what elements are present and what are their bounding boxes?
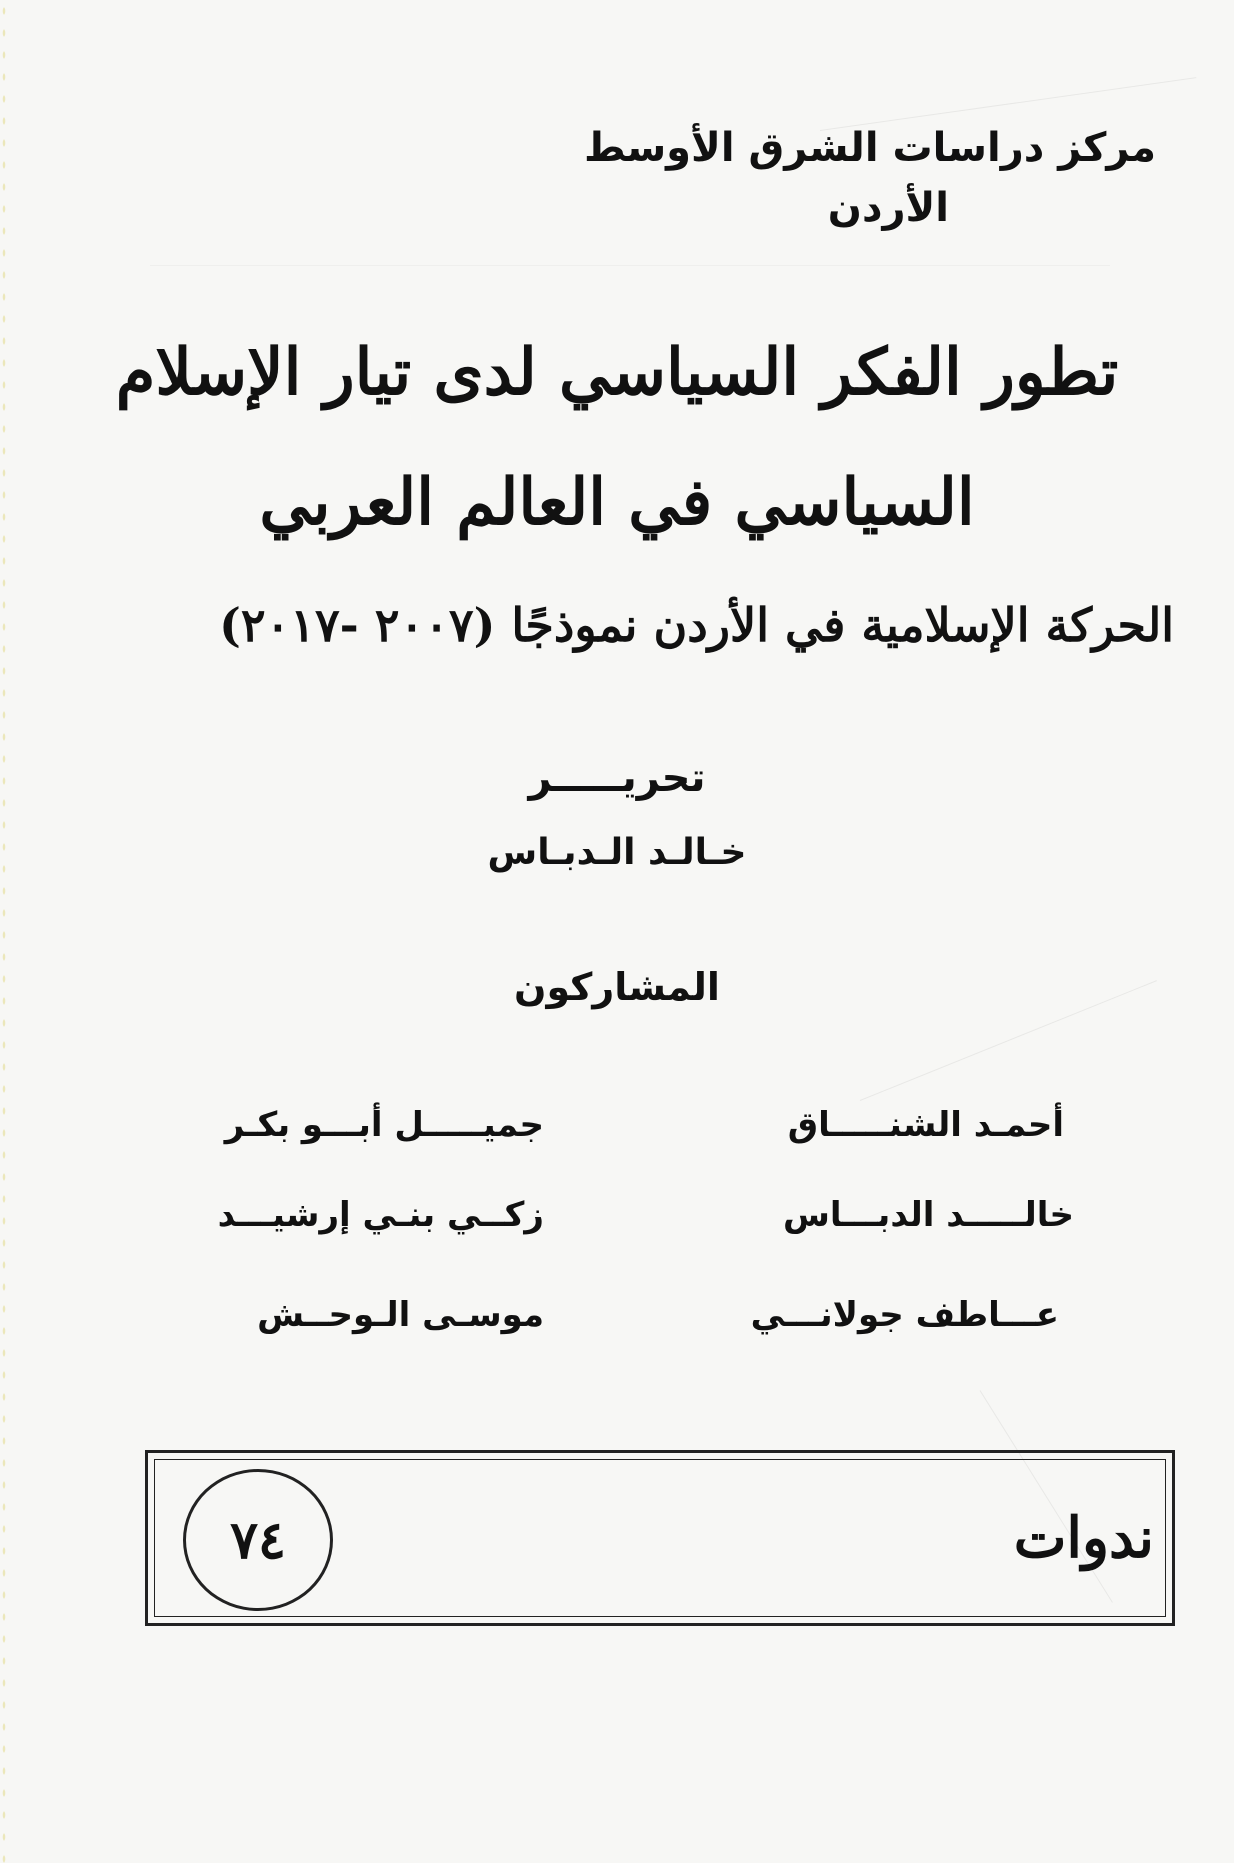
participant-name: عـــاطف جولانـــي bbox=[750, 1295, 1059, 1335]
publisher-name: مركز دراسات الشرق الأوسط bbox=[584, 125, 1156, 171]
participant-name: أحمـد الشنـــــاق bbox=[787, 1105, 1064, 1145]
participants-label: المشاركون bbox=[514, 965, 720, 1009]
participant-name: جميـــــل أبـــو بكـر bbox=[224, 1105, 544, 1145]
series-name: ندوات bbox=[1013, 1505, 1154, 1571]
participant-name: خالـــــد الدبـــاس bbox=[783, 1195, 1074, 1235]
series-number-circle bbox=[183, 1469, 333, 1611]
series-number: ٧٤ bbox=[230, 1509, 286, 1571]
book-title-line-1: تطور الفكر السياسي لدى تيار الإسلام bbox=[115, 335, 1119, 410]
series-box bbox=[145, 1450, 1175, 1626]
participant-name: موسـى الـوحــش bbox=[257, 1295, 544, 1335]
page-crease bbox=[150, 265, 1110, 266]
publisher-country: الأردن bbox=[827, 185, 949, 231]
editor-name: خـالـد الـدبـاس bbox=[487, 832, 747, 873]
participant-name: زكــي بنـي إرشيـــد bbox=[217, 1195, 544, 1235]
book-subtitle: الحركة الإسلامية في الأردن نموذجًا (٢٠٠٧ -٢٠١٧) bbox=[219, 598, 1174, 652]
editing-label: تحريـــــر bbox=[528, 755, 706, 801]
page-edge-binding-marks bbox=[0, 0, 8, 1863]
book-title-line-2: السياسي في العالم العربي bbox=[259, 465, 975, 540]
